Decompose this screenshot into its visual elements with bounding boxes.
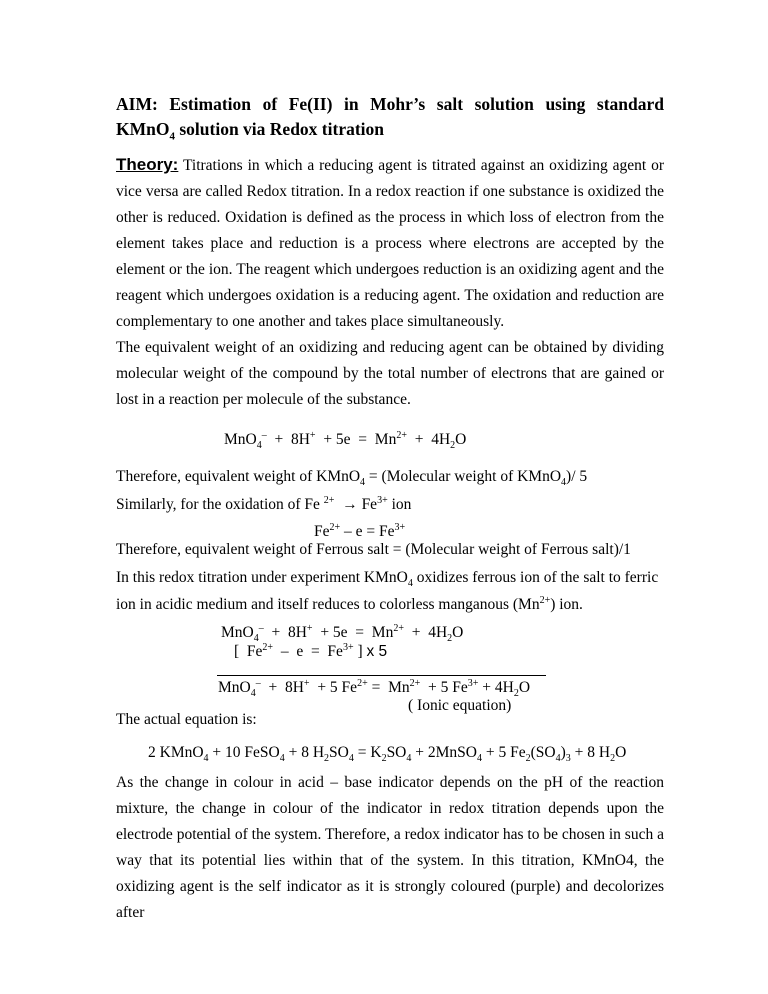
redox-intro-line-1: In this redox titration under experiment KMnO$_4$ oxidizes ferrous ion of the salt to ferric <box>116 569 659 590</box>
equation-ionic-total: MnO$_4$– + 8H+ + 5 $Fe^{2+} = Mn^{2+} + 5$ $Fe^{3+} + 4H_2O$ <box>218 677 531 700</box>
redox-intro-line-2: ion in acidic medium and itself reduces to colorless manganous $(Mn^{2+})$ ion. <box>116 594 583 613</box>
oxidation-iron-line: Similarly, for the oxidation of Fe $^{2+} \to Fe^{3+}$ ion <box>116 494 412 513</box>
aim-line-2: KMnO$_4$ solution via Redox titration <box>116 119 385 143</box>
theory-section <box>116 152 664 413</box>
equation-sum-rule <box>217 675 546 676</box>
aim-line-1: AIM: Estimation of Fe(II) in Mohr’s salt solution using standard <box>116 94 664 114</box>
equiv-weight-ferrous: Therefore, equivalent weight of Ferrous salt = (Molecular weight of Ferrous salt)/1 <box>116 541 631 558</box>
equation-molecular: 2 KMnO$_4$ + 10 FeSO$_4$ + 8 $H_2SO_4 = K_2SO_4$ + 2MnSO$_4$ + 5 $Fe_2(SO_4)_3 + 8$ $H_2O$ <box>148 744 627 765</box>
aim-heading <box>116 92 664 142</box>
equation-stack-iron: [ $Fe^{2+} - e = Fe^{3+}$ ] x 5 <box>234 641 388 660</box>
ionic-equation-label: ( Ionic equation) <box>408 697 512 714</box>
theory-paragraph-1: Theory: Titrations in which a reducing agent is titrated against an oxidizing agent or vice versa are called Redox titration. In a redox reaction if one substance is oxidized the other is reduced. Oxidation is defined as the process in which loss of electron from the element takes place and reduction is a process where electrons are accepted by the element or the ion. The reagent which undergoes reduction is an oxidizing agent and the reagent which undergoes oxidation is a reducing agent. The oxidation and reduction are complementary to one another and takes place simultaneously. <box>116 155 664 330</box>
theory-paragraph-2: The equivalent weight of an oxidizing and reducing agent can be obtained by dividing molecular weight of the compound by the total number of electrons that are gained or lost in a reaction per molecule of the substance. <box>116 339 664 408</box>
equation-iron-half: $Fe^{2+} - e = Fe^{3+}$ <box>314 521 406 540</box>
theory-paragraph-3: As the change in colour in acid – base indicator depends on the pH of the reaction mixture, the change in colour of the indicator in redox titration depends upon the electrode potential of the system. Therefore, a redox indicator has to be chosen in such a way that its potential lies within that of the system. In this titration, KMnO4, the oxidizing agent is the self indicator as it is strongly coloured (purple) and decolorizes after <box>116 774 664 921</box>
theory-heading: Theory: <box>116 155 179 174</box>
indicator-section <box>116 770 664 926</box>
actual-equation-label: The actual equation is: <box>116 711 257 728</box>
equation-stack-permanganate: $MnO_4^- + 8H^+ + 5e = Mn^{2+} + 4H_2O$ <box>221 622 464 645</box>
equiv-weight-kmno4: Therefore, equivalent weight of KMnO$_4$ = (Molecular weight of KMnO$_4$)/ 5 <box>116 468 588 489</box>
equation-permanganate-half: $MnO_4^- + 8H^+ + 5e = Mn^{2+} + 4H_2O$ <box>224 429 467 452</box>
